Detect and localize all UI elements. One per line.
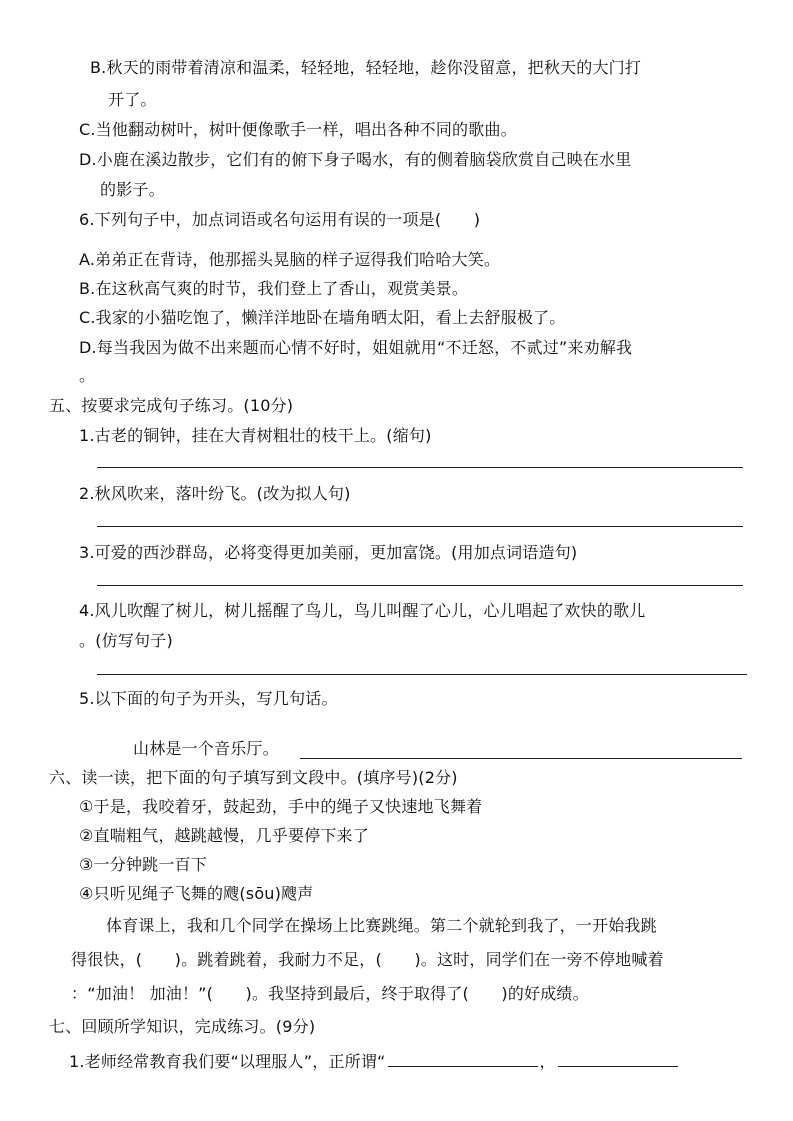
s5-question-1: 1.古老的铜钟，挂在大青树粗壮的枝干上。(缩句) (79, 426, 432, 445)
s7-q1-prefix: 1.老师经常教育我们要“以理服人”，正所谓“ (69, 1052, 386, 1071)
s6-paragraph-line2: 得很快，( )。跳着跳着，我耐力不足，( )。这时，同学们在一旁不停地喊着 (71, 950, 664, 969)
s5-q4-answer-line[interactable] (97, 674, 747, 675)
q6-option-a: A.弟弟正在背诗，他那摇头晃脑的样子逗得我们哈哈大笑。 (79, 250, 501, 269)
s7-q1-comma: ， (539, 1052, 556, 1071)
s5-q2-answer-line[interactable] (97, 526, 743, 527)
s6-paragraph-line1: 体育课上，我和几个同学在操场上比赛跳绳。第二个就轮到我了，一开始我跳 (106, 916, 657, 935)
s6-paragraph-line3: ：“加油！ 加油！”( )。我坚持到最后，终于取得了( )的好成绩。 (71, 984, 589, 1003)
s5-question-5: 5.以下面的句子为开头，写几句话。 (79, 689, 338, 708)
s6-item-4: ④只听见绳子飞舞的飕(sōu)飕声 (79, 884, 314, 903)
option-c: C.当他翻动树叶，树叶便像歌手一样，唱出各种不同的歌曲。 (79, 120, 517, 139)
question-6: 6.下列句子中，加点词语或名句运用有误的一项是( ) (79, 210, 481, 229)
s5-q3-answer-line[interactable] (97, 585, 743, 586)
s6-item-3: ③一分钟跳一百下 (79, 855, 207, 874)
s5-question-3: 3.可爱的西沙群岛，必将变得更加美丽，更加富饶。(用加点词语造句) (79, 543, 578, 562)
option-b-line2: 开了。 (108, 90, 157, 109)
option-d-line2: 的影子。 (100, 180, 165, 199)
q6-option-d-line2: 。 (79, 366, 96, 385)
section-5-heading: 五、按要求完成句子练习。(10分) (49, 396, 294, 415)
s5-q1-answer-line[interactable] (97, 467, 743, 468)
q6-option-b: B.在这秋高气爽的时节，我们登上了香山，观赏美景。 (79, 279, 469, 298)
s7-q1-blank-1[interactable] (388, 1065, 538, 1067)
s5-question-4-line2: 。(仿写句子) (79, 631, 173, 650)
s5-question-2: 2.秋风吹来，落叶纷飞。(改为拟人句) (79, 484, 351, 503)
s5-question-4-line1: 4.风儿吹醒了树儿，树儿摇醒了鸟儿，鸟儿叫醒了心儿，心儿唱起了欢快的歌儿 (79, 601, 646, 620)
s7-question-1 (69, 1054, 680, 1070)
s5-q5-start-sentence: 山林是一个音乐厅。 (133, 739, 279, 758)
s7-q1-blank-2[interactable] (558, 1065, 678, 1067)
section-6-heading: 六、读一读，把下面的句子填写到文段中。(填序号)(2分) (49, 768, 458, 787)
s6-item-2: ②直喘粗气，越跳越慢，几乎要停下来了 (79, 826, 369, 845)
option-d-line1: D.小鹿在溪边散步，它们有的俯下身子喝水，有的侧着脑袋欣赏自己映在水里 (79, 150, 632, 169)
option-b-line1: B.秋天的雨带着清凉和温柔，轻轻地，轻轻地，趁你没留意，把秋天的大门打 (90, 58, 642, 77)
section-7-heading: 七、回顾所学知识，完成练习。(9分) (49, 1017, 316, 1036)
q6-option-c: C.我家的小猫吃饱了，懒洋洋地卧在墙角晒太阳，看上去舒服极了。 (79, 308, 566, 327)
q6-option-d-line1: D.每当我因为做不出来题而心情不好时，姐姐就用“不迁怒，不贰过”来劝解我 (79, 338, 633, 357)
s5-q5-answer-line[interactable] (300, 758, 742, 759)
s6-item-1: ①于是，我咬着牙，鼓起劲，手中的绳子又快速地飞舞着 (79, 797, 483, 816)
